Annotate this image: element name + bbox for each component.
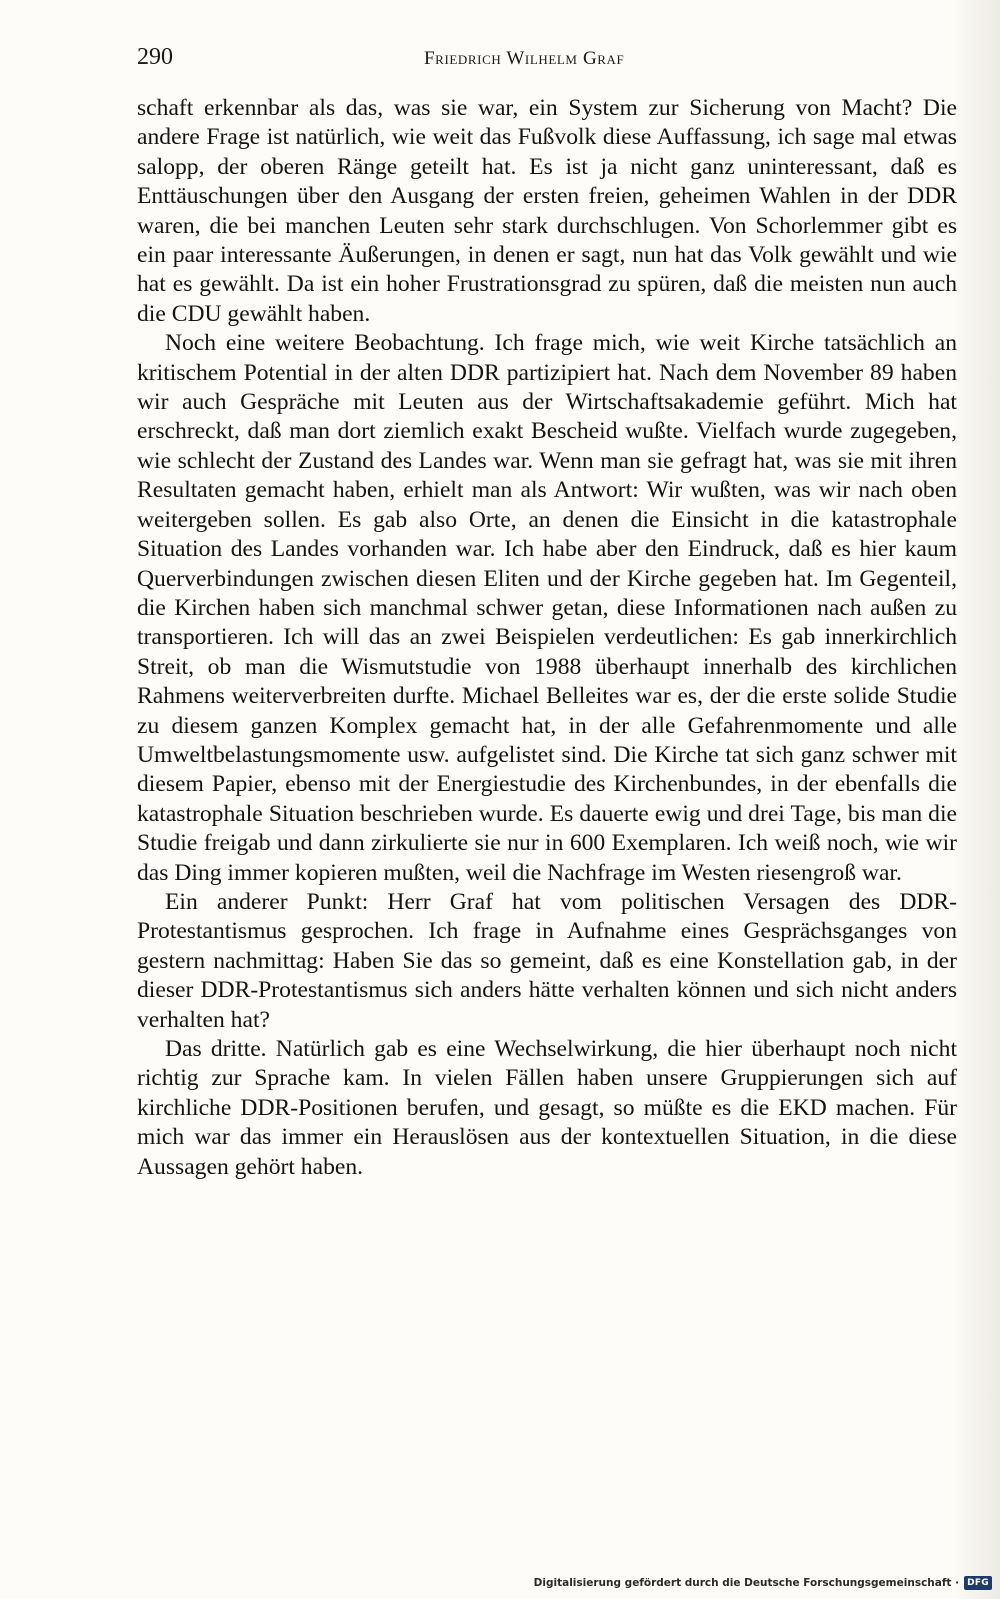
paragraph-3: Ein anderer Punkt: Herr Graf hat vom politischen Versagen des DDR-Protestantismus gesprochen. Ich frage in Aufnahme eines Gesprächsganges von gestern nachmittag: Haben Sie das so gemeint, daß es eine Konstellation gab, in der dieser DDR-Protestantismus sich anders hätte verhalten können und sich nicht anders verhalten hat? <box>137 888 957 1033</box>
page-edge-shadow <box>952 0 1000 1599</box>
page-header <box>137 44 957 78</box>
body-text <box>137 94 957 1182</box>
dfg-logo-icon: DFG <box>964 1576 992 1590</box>
footer-credit: Digitalisierung gefördert durch die Deutsche Forschungsgemeinschaft · <box>533 1577 960 1589</box>
running-head: Friedrich Wilhelm Graf <box>424 48 625 69</box>
page-number: 290 <box>137 44 173 70</box>
paragraph-1: schaft erkennbar als das, was sie war, ein System zur Sicherung von Macht? Die andere Frage ist natürlich, wie weit das Fußvolk diese Auffassung, ich sage mal etwas salopp, der oberen Ränge geteilt hat. Es ist ja nicht ganz uninteressant, daß es Enttäuschungen über den Ausgang der ersten freien, geheimen Wahlen in der DDR waren, die bei manchen Leuten sehr stark durchschlugen. Von Schorlemmer gibt es ein paar interessante Äußerungen, in denen er sagt, nun hat das Volk gewählt und wie hat es gewählt. Da ist ein hoher Frustrationsgrad zu spüren, daß die meisten nun auch die CDU gewählt haben. <box>137 95 957 327</box>
digitization-footer <box>534 1573 992 1593</box>
paragraph-4: Das dritte. Natürlich gab es eine Wechselwirkung, die hier überhaupt noch nicht richtig zur Sprache kam. In vielen Fällen haben unsere Gruppierungen sich auf kirchliche DDR-Positionen berufen, und gesagt, so müßte es die EKD machen. Für mich war das immer ein Herauslösen aus der kontextuellen Situation, in die diese Aussagen gehört haben. <box>137 1036 957 1180</box>
paragraph-2: Noch eine weitere Beobachtung. Ich frage mich, wie weit Kirche tatsächlich an kritischem Potential in der alten DDR partizipiert hat. Nach dem November 89 haben wir auch Gespräche mit Leuten aus der Wirtschaftsakademie geführt. Mich hat erschreckt, daß man dort ziemlich exakt Bescheid wußte. Vielfach wurde zugegeben, wie schlecht der Zustand des Landes war. Wenn man sie gefragt hat, was sie mit ihren Resultaten gemacht haben, erhielt man als Antwort: Wir wußten, was wir nach oben weitergeben sollen. Es gab also Orte, an denen die Einsicht in die katastrophale Situation des Landes vorhanden war. Ich habe aber den Eindruck, daß es hier kaum Querverbindungen zwischen diesen Eliten und der Kirche gegeben hat. Im Gegenteil, die Kirchen haben sich manchmal schwer getan, diese Informationen nach außen zu transportieren. Ich will das an zwei Beispielen verdeutlichen: Es gab innerkirchlich Streit, ob man die Wismutstudie von 1988 überhaupt innerhalb des kirchlichen Rahmens weiterverbreiten durfte. Michael Belleites war es, der die erste solide Studie zu diesem ganzen Komplex gemacht hat, in der alle Gefahrenmomente und alle Umweltbelastungsmomente usw. aufgelistet sind. Die Kirche tat sich ganz schwer mit diesem Papier, ebenso mit der Energiestudie des Kirchenbundes, in der ebenfalls die katastrophale Situation beschrieben wurde. Es dauerte ewig und drei Tage, bis man die Studie freigab und dann zirkulierte sie nur in 600 Exemplaren. Ich weiß noch, wie wir das Ding immer kopieren mußten, weil die Nachfrage im Westen riesengroß war. <box>137 330 957 886</box>
